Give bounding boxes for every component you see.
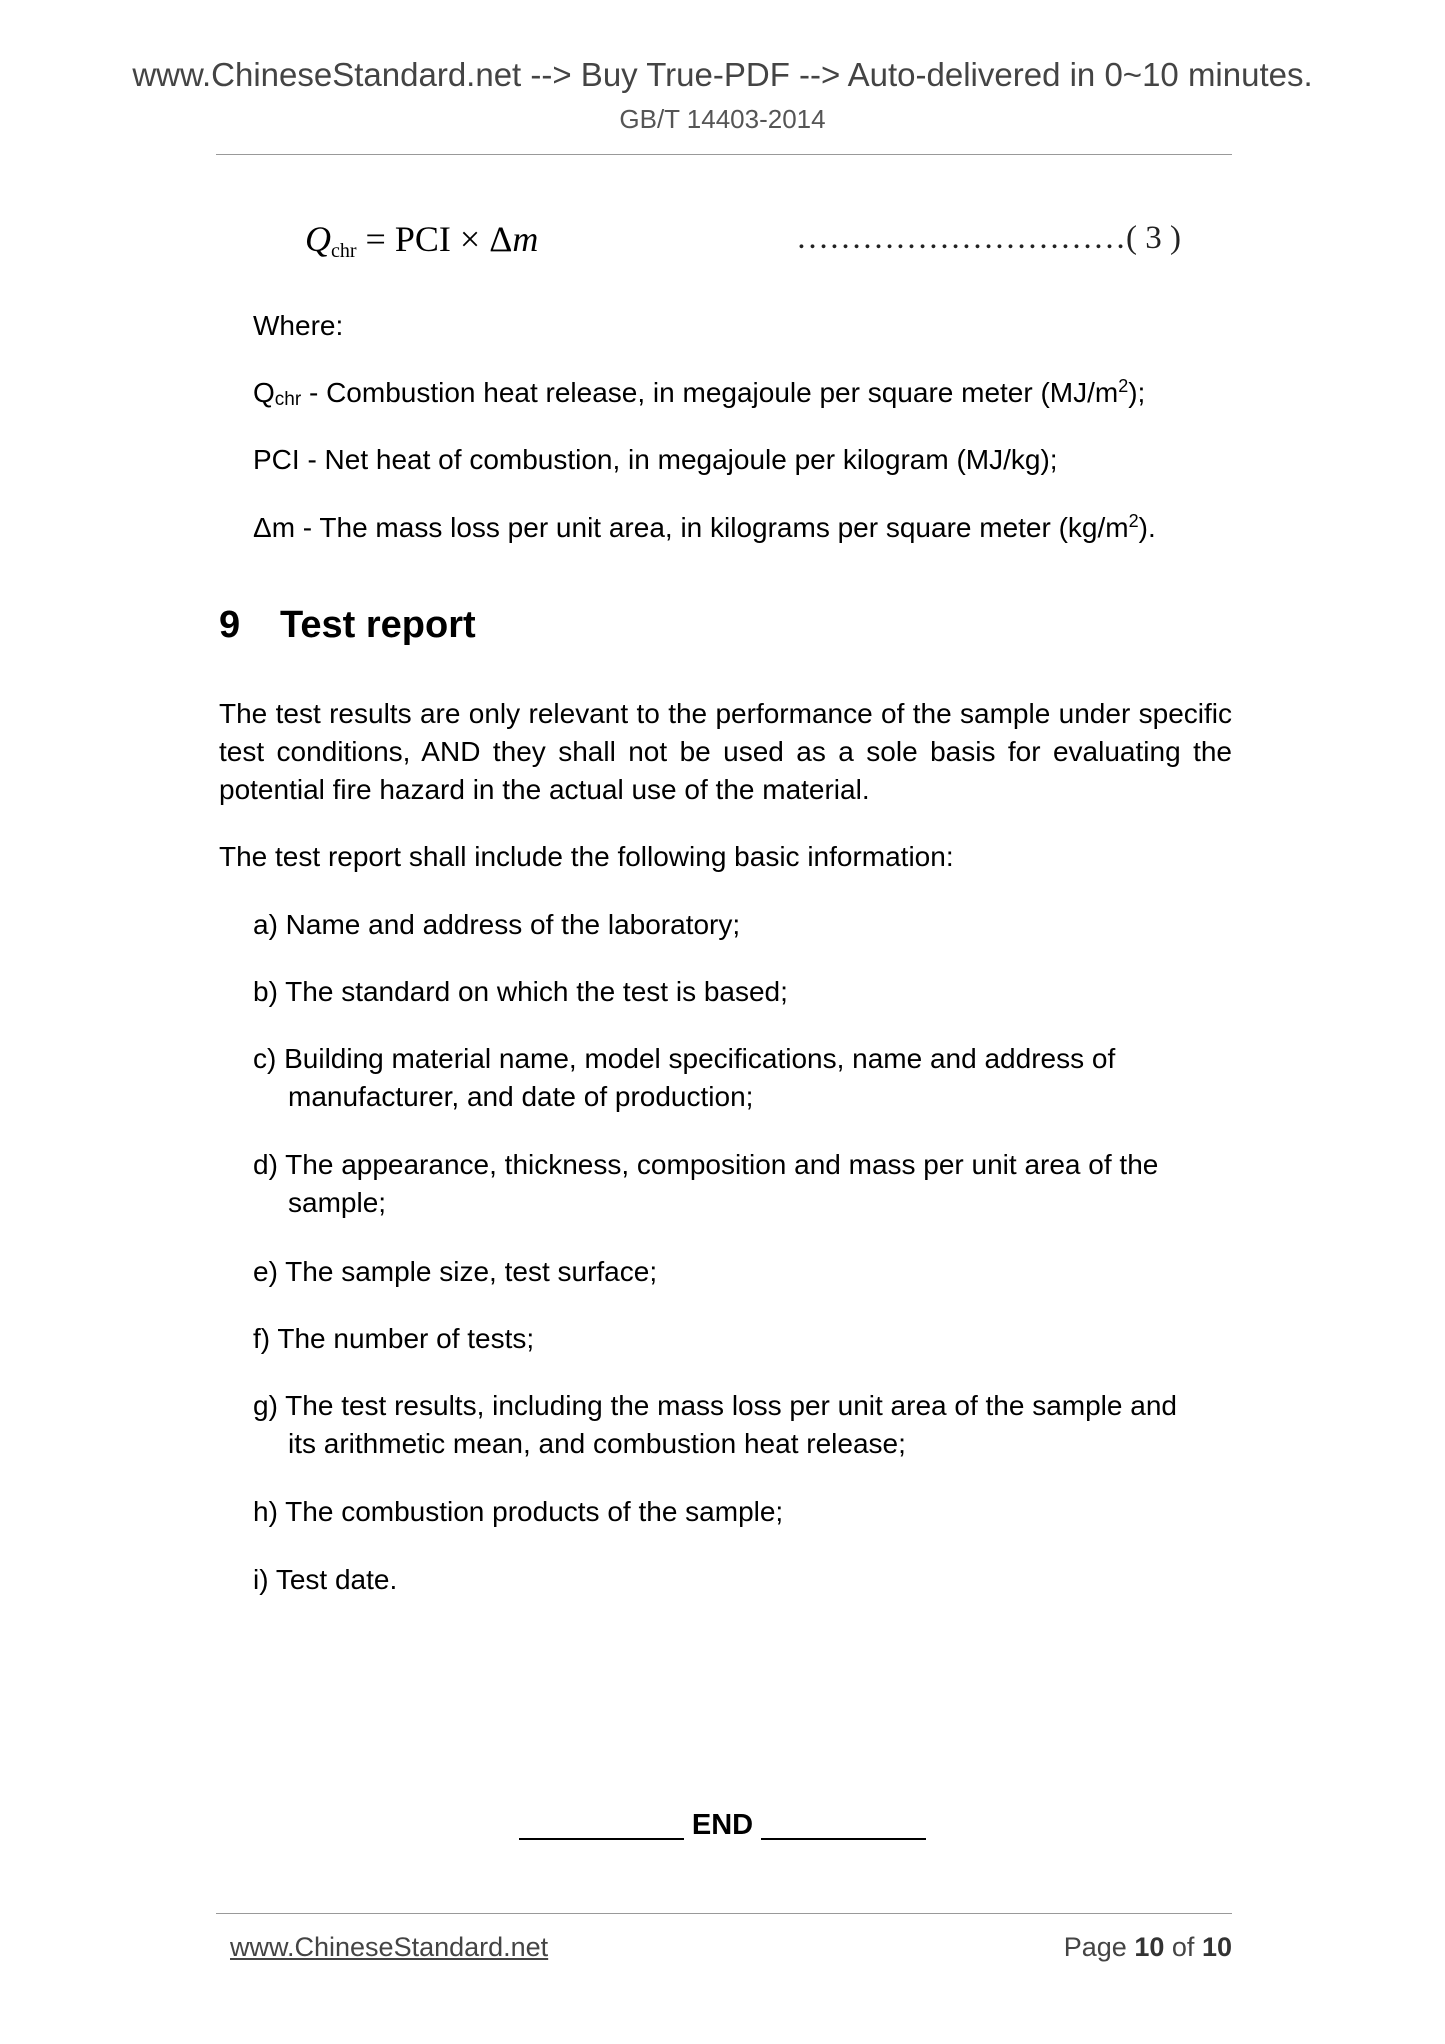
page-number: Page 10 of 10 <box>1063 1932 1232 1962</box>
end-label: END <box>691 1809 754 1841</box>
formula-delta: Δ <box>489 219 513 259</box>
page-current: 10 <box>1134 1932 1165 1962</box>
formula-q: Q <box>305 219 331 259</box>
dm-end: ). <box>1138 512 1156 543</box>
section-heading <box>219 604 476 647</box>
end-underline-right <box>761 1808 926 1840</box>
dm-text: Δm - The mass loss per unit area, in kilograms per square meter (kg/m <box>253 512 1129 543</box>
qchr-text: - Combustion heat release, in megajoule per square meter (MJ/m <box>301 377 1119 408</box>
definition-pci: PCI - Net heat of combustion, in megajoule per kilogram (MJ/kg); <box>253 444 1058 475</box>
where-label: Where: <box>253 310 344 341</box>
list-item: c) Building material name, model specifications, name and address of manufacturer, and date of production; <box>253 1043 1116 1112</box>
header-divider <box>216 154 1232 155</box>
footer-divider <box>216 1913 1232 1914</box>
qchr-superscript: 2 <box>1118 376 1129 396</box>
equation-number: …………………………( 3 ) <box>796 220 1181 256</box>
list-item: b) The standard on which the test is based; <box>253 976 788 1007</box>
definition-delta-m <box>253 509 1156 547</box>
footer-website-link[interactable]: www.ChineseStandard.net <box>230 1932 549 1962</box>
list-item: g) The test results, including the mass loss per unit area of the sample and its arithmetic mean, and combustion heat release; <box>253 1390 1177 1459</box>
dm-superscript: 2 <box>1128 511 1139 531</box>
definition-qchr <box>253 374 1145 419</box>
formula-times: × <box>459 219 481 259</box>
end-underline-left <box>519 1808 684 1840</box>
standard-code: GB/T 14403-2014 <box>619 104 826 134</box>
paragraph-report-contents: The test report shall include the following basic information: <box>219 841 954 872</box>
list-item: d) The appearance, thickness, composition and mass per unit area of the sample; <box>253 1149 1159 1218</box>
formula-3: $Q_{chr}$ = PCI × Δm <box>305 219 539 262</box>
list-item: i) Test date. <box>253 1564 398 1595</box>
formula-pci: PCI <box>394 219 451 259</box>
formula-m: m <box>512 219 539 259</box>
list-item: h) The combustion products of the sample; <box>253 1496 784 1527</box>
formula-q-subscript: chr <box>331 240 357 262</box>
page-total: 10 <box>1201 1932 1232 1962</box>
qchr-symbol: Q <box>253 377 275 408</box>
qchr-subscript: chr <box>274 389 302 410</box>
qchr-end: ); <box>1128 377 1146 408</box>
end-marker <box>0 1808 1445 1842</box>
header-banner: www.ChineseStandard.net --> Buy True-PDF --> Auto-delivered in 0~10 minutes. <box>132 56 1313 93</box>
list-item: a) Name and address of the laboratory; <box>253 909 741 940</box>
section-number: 9 <box>219 604 241 646</box>
section-title: Test report <box>280 604 476 646</box>
paragraph-test-results: The test results are only relevant to the performance of the sample under specific test conditions, AND they shall not be used as a sole basis for evaluating the potential fire hazard in the actual use of the material. <box>219 698 1232 805</box>
list-item: e) The sample size, test surface; <box>253 1256 658 1287</box>
list-item: f) The number of tests; <box>253 1323 535 1354</box>
